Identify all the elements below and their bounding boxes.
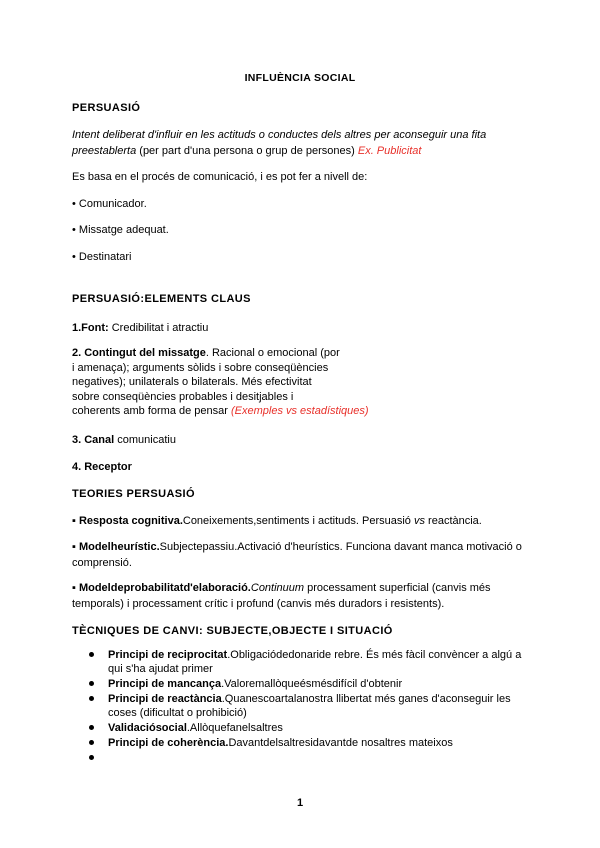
teoria-text: Subjectepassiu.Activació d'heurístics. Funciona davant manca motivació o <box>159 541 522 553</box>
teoria-label: ▪ Resposta cognitiva. <box>72 515 183 527</box>
tecnica-text: Davantdelsaltresidavantde nosaltres mateixos <box>228 737 453 749</box>
section-heading-elements: PERSUASIÓ:ELEMENTS CLAUS <box>72 293 251 305</box>
section-heading-teories: TEORIES PERSUASIÓ <box>72 488 195 500</box>
teoria-label: ▪ Modeldeprobabilitatd'elaboració. <box>72 582 251 594</box>
element-font-label: 1.Font: <box>72 322 109 334</box>
list-item <box>72 692 532 720</box>
teoria-text: processament superficial (canvis més <box>304 582 491 594</box>
definition-example: Ex. Publicitat <box>357 145 422 157</box>
element-contingut-label: 2. Contingut del missatge <box>72 347 206 359</box>
section-heading-tecniques: TÈCNIQUES DE CANVI: SUBJECTE,OBJECTE I SITUACIÓ <box>72 625 393 637</box>
tecnica-text: .Quanescoartalanostra llibertat més ganes d'aconseguir les coses (dificultat o prohibició) <box>108 693 511 719</box>
element-canal <box>72 432 532 448</box>
list-item <box>72 721 532 735</box>
teoria-text: reactància. <box>424 515 482 527</box>
tecnica-label: Principi de mancança <box>108 678 222 690</box>
contingut-line: negatives); unilaterals o bilaterals. Més efectivitat <box>72 376 312 388</box>
element-receptor: 4. Receptor <box>72 461 132 473</box>
list-item <box>72 648 532 676</box>
tecnica-label: Validaciósocial <box>108 722 187 734</box>
tecnica-label: Principi de reciprocitat <box>108 649 228 661</box>
teoria-text: comprensió. <box>72 557 132 569</box>
persuasio-definition <box>72 127 542 159</box>
list-item: • Missatge adequat. <box>72 224 169 236</box>
definition-italic-1: Intent deliberat d'influir en les actituds o conductes dels altres per aconseguir una fita <box>72 129 487 141</box>
list-item <box>72 677 532 691</box>
definition-italic-2: preestablerta <box>72 145 137 157</box>
contingut-line: i amenaça); arguments sòlids i sobre conseqüències <box>72 361 329 374</box>
page-number: 1 <box>296 797 304 809</box>
element-canal-label: 3. Canal <box>72 434 115 446</box>
contingut-line: . Racional o emocional (por <box>205 347 340 359</box>
list-item <box>72 736 532 750</box>
teoria-label: ▪ Modelheurístic. <box>72 541 160 553</box>
tecnica-label: Principi de coherència. <box>108 737 229 749</box>
teoria-italic: vs <box>413 515 425 527</box>
element-canal-text: comunicatiu <box>114 434 176 446</box>
tecnica-label: Principi de reactància <box>108 693 222 705</box>
teoria-italic: Continuum <box>250 582 305 594</box>
teoria-text: Coneixements,sentiments i actituds. Persuasió <box>182 515 414 527</box>
element-font <box>72 320 532 336</box>
element-font-text: Credibilitat i atractiu <box>108 322 209 334</box>
list-item: • Destinatari <box>72 251 132 263</box>
tecnica-text <box>108 752 111 764</box>
tecnica-text: .Obligaciódedonaride rebre. És més fàcil convèncer a algú a qui s'ha ajudat primer <box>108 649 522 675</box>
teoria-model-heuristic <box>72 539 542 571</box>
element-contingut <box>72 346 532 419</box>
teoria-resposta-cognitiva <box>72 513 542 529</box>
contingut-line: sobre conseqüències probables i desitjables i <box>72 390 294 403</box>
contingut-line: coherents amb forma de pensar <box>72 405 231 417</box>
tecniques-list <box>72 648 532 766</box>
persuasio-basis: Es basa en el procés de comunicació, i es pot fer a nivell de: <box>72 171 368 183</box>
list-item-empty <box>72 751 532 765</box>
teoria-text: temporals) i processament crític i profund (canvis més duradors i resistents). <box>72 598 445 610</box>
tecnica-text: .Valoremallòqueésmésdifícil d'obtenir <box>221 678 403 690</box>
teoria-model-elaboracio <box>72 580 542 612</box>
tecnica-text: .Allòquefanelsaltres <box>186 722 283 734</box>
contingut-red-example: (Exemples vs estadístiques) <box>230 405 369 417</box>
list-item: • Comunicador. <box>72 198 147 210</box>
definition-normal: (per part d'una persona o grup de persones) <box>136 145 358 157</box>
section-heading-persuasio: PERSUASIÓ <box>72 102 141 114</box>
document-title: INFLUÈNCIA SOCIAL <box>244 72 356 84</box>
